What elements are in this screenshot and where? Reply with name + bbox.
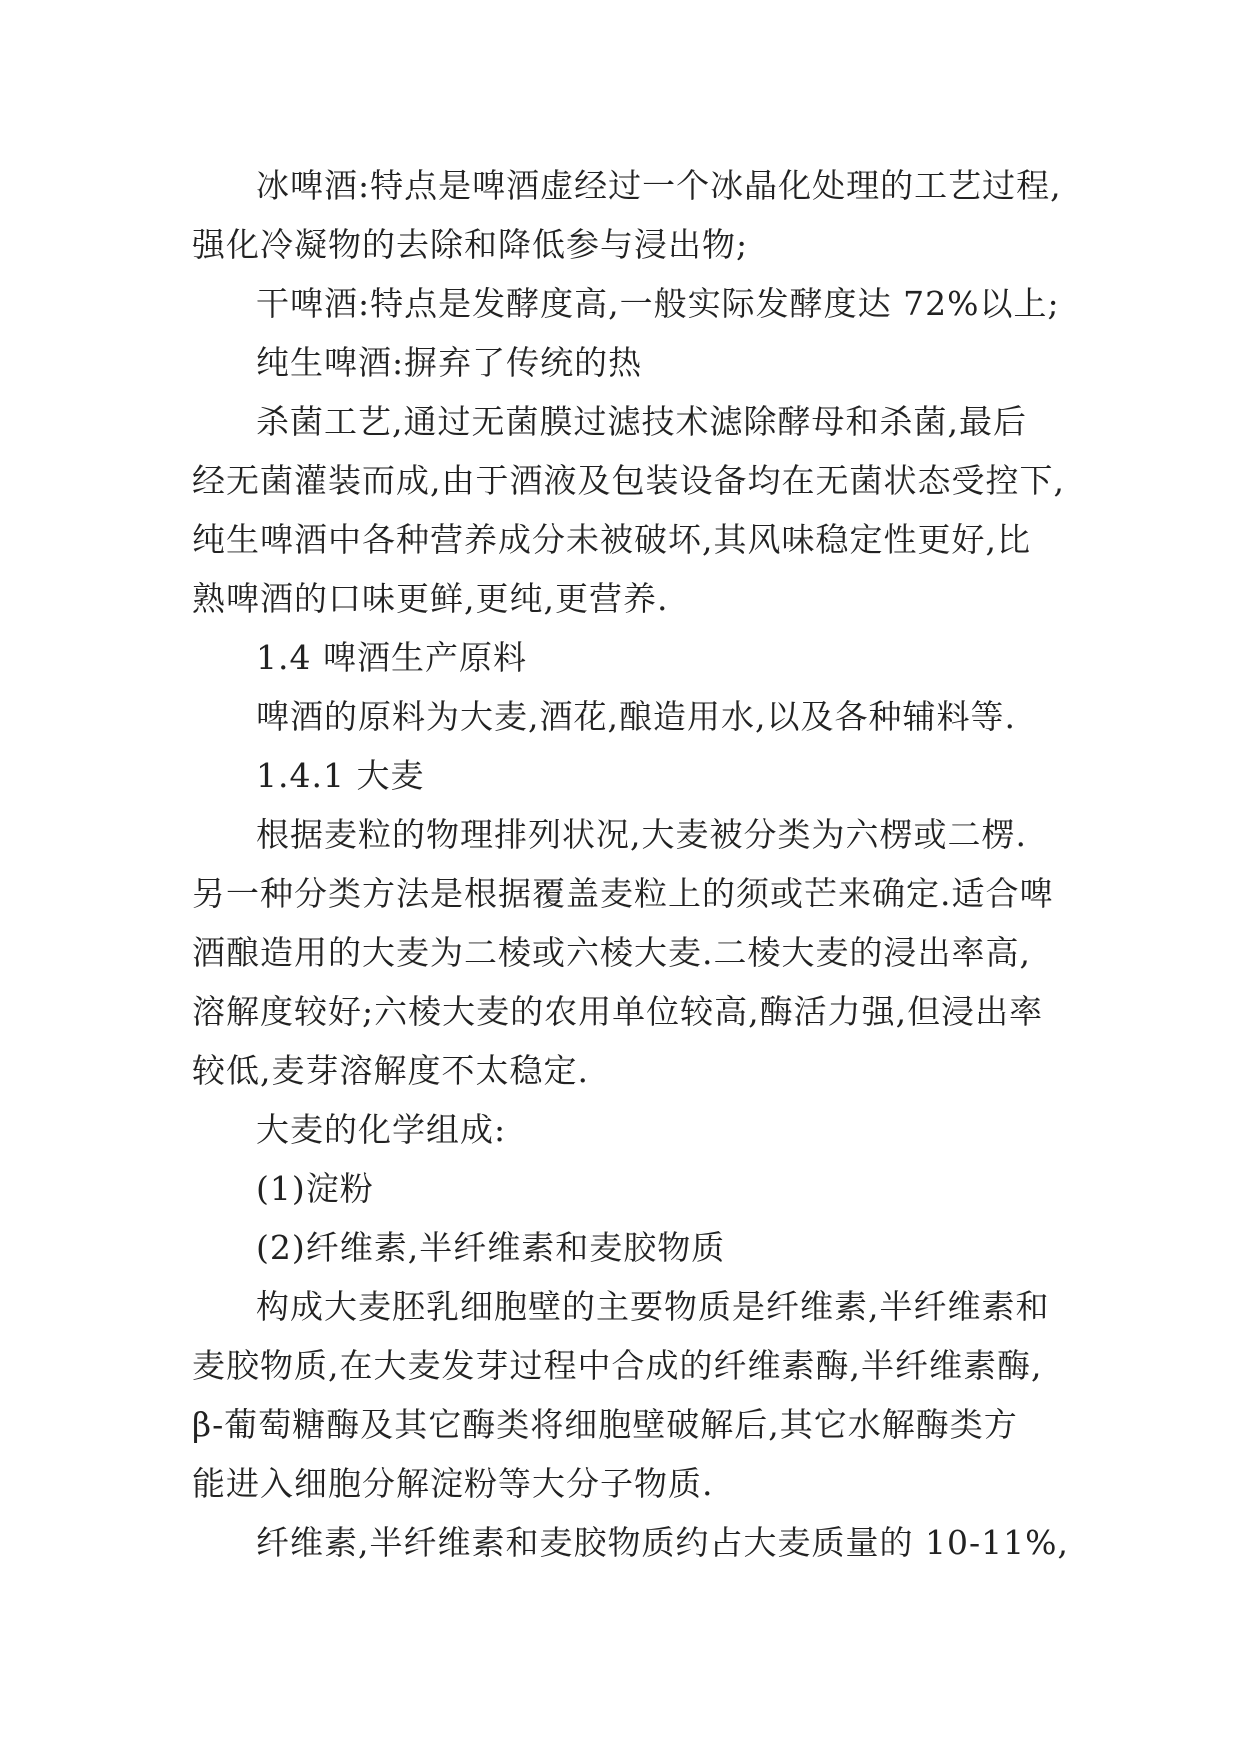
text-line: 酒酿造用的大麦为二棱或六棱大麦.二棱大麦的浸出率高, (192, 933, 1031, 972)
text-line: 熟啤酒的口味更鲜,更纯,更营养. (192, 579, 669, 618)
text-line: 经无菌灌装而成,由于酒液及包装设备均在无菌状态受控下, (192, 461, 1065, 500)
list-item: (1)淀粉 (256, 1169, 374, 1208)
section-heading: 1.4 啤酒生产原料 (256, 638, 527, 677)
text-line: 冰啤酒:特点是啤酒虚经过一个冰晶化处理的工艺过程, (256, 166, 1062, 205)
text-line: 溶解度较好;六棱大麦的农用单位较高,酶活力强,但浸出率 (192, 992, 1044, 1031)
subsection-heading: 1.4.1 大麦 (256, 756, 425, 795)
text-line: 较低,麦芽溶解度不太稳定. (192, 1051, 589, 1090)
text-line: 干啤酒:特点是发酵度高,一般实际发酵度达 72%以上; (256, 284, 1060, 323)
text-line: β-葡萄糖酶及其它酶类将细胞壁破解后,其它水解酶类方 (192, 1405, 1018, 1444)
text-line: 杀菌工艺,通过无菌膜过滤技术滤除酵母和杀菌,最后 (256, 402, 1027, 441)
list-item: (2)纤维素,半纤维素和麦胶物质 (256, 1228, 726, 1267)
text-line: 纤维素,半纤维素和麦胶物质约占大麦质量的 10-11%, (256, 1523, 1069, 1562)
text-line: 啤酒的原料为大麦,酒花,酿造用水,以及各种辅料等. (256, 697, 1016, 736)
text-line: 纯生啤酒中各种营养成分未被破坏,其风味稳定性更好,比 (192, 520, 1031, 559)
text-line: 强化冷凝物的去除和降低参与浸出物; (192, 225, 749, 264)
text-line: 麦胶物质,在大麦发芽过程中合成的纤维素酶,半纤维素酶, (192, 1346, 1043, 1385)
text-line: 根据麦粒的物理排列状况,大麦被分类为六楞或二楞. (256, 815, 1027, 854)
text-line: 能进入细胞分解淀粉等大分子物质. (192, 1464, 714, 1503)
text-line: 纯生啤酒:摒弃了传统的热 (256, 343, 643, 382)
text-line: 另一种分类方法是根据覆盖麦粒上的须或芒来确定.适合啤 (192, 874, 1054, 913)
text-line: 大麦的化学组成: (256, 1110, 507, 1149)
text-line: 构成大麦胚乳细胞壁的主要物质是纤维素,半纤维素和 (256, 1287, 1050, 1326)
